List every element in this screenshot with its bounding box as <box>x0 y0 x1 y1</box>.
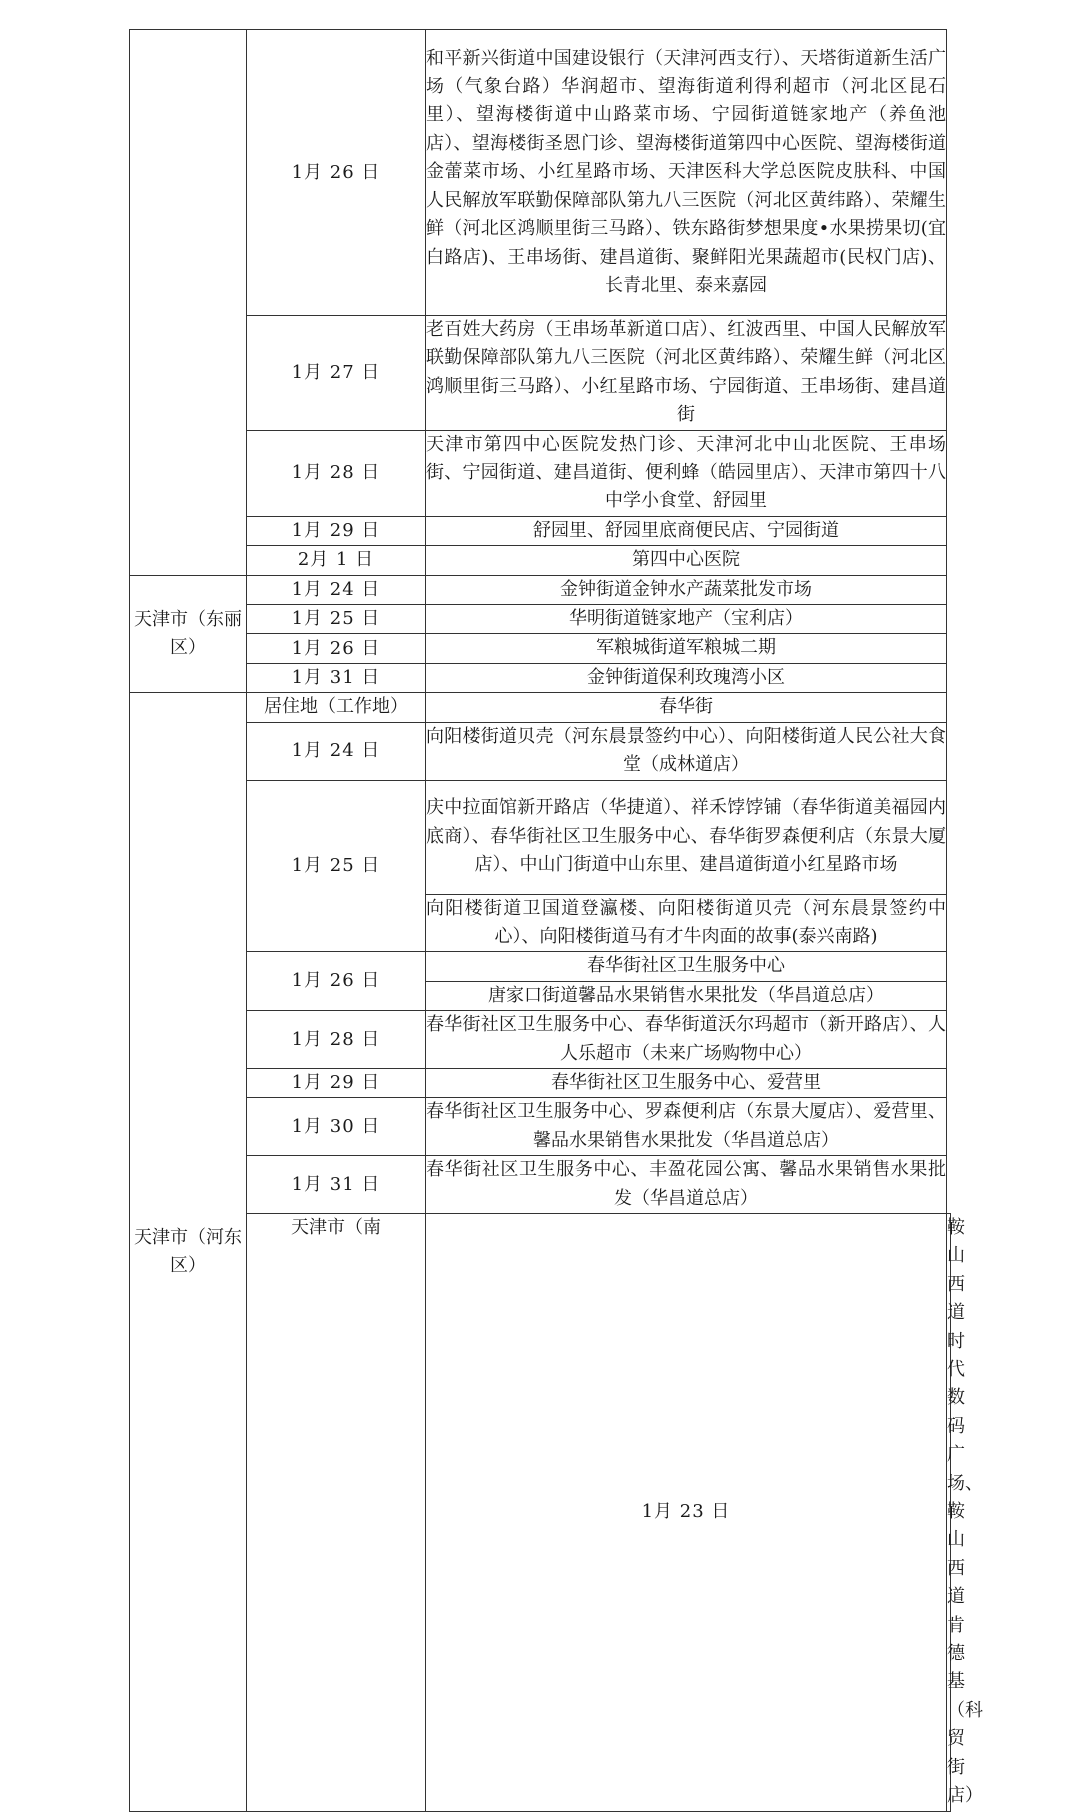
table-row <box>130 30 951 316</box>
table-row <box>130 316 951 431</box>
closed-places-table <box>129 29 983 1812</box>
places-cell: 华明街道链家地产（宝利店） <box>426 605 947 634</box>
date-cell: 1月 26 日 <box>247 952 426 1011</box>
date-cell: 1月 25 日 <box>247 780 426 952</box>
places-cell: 春华街社区卫生服务中心、春华街道沃尔玛超市（新开路店）、人人乐超市（未来广场购物中心） <box>426 1011 947 1069</box>
table-row <box>130 1213 951 1811</box>
region-cell: 天津市（河东区） <box>130 693 247 1811</box>
places-cell: 金钟街道保利玫瑰湾小区 <box>426 663 947 692</box>
places-cell: 春华街社区卫生服务中心、丰盈花园公寓、馨品水果销售水果批发（华昌道总店） <box>426 1156 947 1214</box>
table-row <box>130 952 951 981</box>
table-row <box>130 1011 951 1069</box>
table-row <box>130 634 951 663</box>
places-cell: 天津市第四中心医院发热门诊、天津河北中山北医院、王串场街、宁园街道、建昌道街、便利蜂（皓园里店）、天津市第四十八中学小食堂、舒园里 <box>426 430 947 516</box>
places-cell: 庆中拉面馆新开路店（华捷道）、祥禾饽饽铺（春华街道美福园内底商）、春华街社区卫生服务中心、春华街罗森便利店（东景大厦店）、中山门街道中山东里、建昌道街道小红星路市场 <box>426 780 947 894</box>
table-row <box>130 546 951 575</box>
places-cell: 春华街社区卫生服务中心 <box>426 952 947 981</box>
date-cell: 1月 24 日 <box>247 575 426 604</box>
date-cell: 2月 1 日 <box>247 546 426 575</box>
places-cell: 舒园里、舒园里底商便民店、宁园街道 <box>426 516 947 545</box>
places-cell: 老百姓大药房（王串场革新道口店）、红波西里、中国人民解放军联勤保障部队第九八三医院（河北区黄纬路）、荣耀生鲜（河北区鸿顺里街三马路）、小红星路市场、宁园街道、王串场街、建昌道街 <box>426 316 947 431</box>
residence-value: 春华街 <box>426 693 947 722</box>
table-row <box>130 722 951 780</box>
date-cell: 1月 27 日 <box>247 316 426 431</box>
date-cell: 1月 31 日 <box>247 663 426 692</box>
table-row <box>130 663 951 692</box>
table-row <box>130 780 951 894</box>
table-row <box>130 575 951 604</box>
places-cell: 向阳楼街道卫国道登瀛楼、向阳楼街道贝壳（河东晨景签约中心）、向阳楼街道马有才牛肉面的故事(泰兴南路) <box>426 894 947 952</box>
table-row <box>130 1156 951 1214</box>
table-row <box>130 430 951 516</box>
date-cell: 1月 31 日 <box>247 1156 426 1214</box>
date-cell: 1月 26 日 <box>247 634 426 663</box>
date-cell: 1月 25 日 <box>247 605 426 634</box>
date-cell: 1月 28 日 <box>247 430 426 516</box>
table-row <box>130 1068 951 1097</box>
table-row <box>130 1098 951 1156</box>
date-cell: 1月 23 日 <box>426 1213 947 1811</box>
table-row <box>130 693 951 722</box>
places-cell: 鞍山西道时代数码广场、鞍山西道肯德基（科贸街店） <box>947 1213 951 1811</box>
places-cell: 春华街社区卫生服务中心、爱营里 <box>426 1068 947 1097</box>
places-cell: 军粮城街道军粮城二期 <box>426 634 947 663</box>
places-cell: 向阳楼街道贝壳（河东晨景签约中心）、向阳楼街道人民公社大食堂（成林道店） <box>426 722 947 780</box>
date-cell: 1月 30 日 <box>247 1098 426 1156</box>
date-cell: 1月 29 日 <box>247 516 426 545</box>
region-cell-blank <box>130 30 247 576</box>
region-cell: 天津市（东丽区） <box>130 575 247 693</box>
date-cell: 1月 28 日 <box>247 1011 426 1069</box>
date-cell: 1月 26 日 <box>247 30 426 316</box>
places-cell: 和平新兴街道中国建设银行（天津河西支行）、天塔街道新生活广场（气象台路）华润超市、望海街道利得利超市（河北区昆石里）、望海楼街道中山路菜市场、宁园街道链家地产（养鱼池店）、望海楼街圣恩门诊、望海楼街道第四中心医院、望海楼街道金蕾菜市场、小红星路市场、天津医科大学总医院皮肤科、中国人民解放军联勤保障部队第九八三医院（河北区黄纬路）、荣耀生鲜（河北区鸿顺里街三马路）、铁东路街梦想果度•水果捞果切(宜白路店)、王串场街、建昌道街、聚鲜阳光果蔬超市(民权门店)、长青北里、泰来嘉园 <box>426 30 947 316</box>
residence-label: 居住地（工作地） <box>247 693 426 722</box>
table-row <box>130 516 951 545</box>
date-cell: 1月 24 日 <box>247 722 426 780</box>
date-cell: 1月 29 日 <box>247 1068 426 1097</box>
places-cell: 春华街社区卫生服务中心、罗森便利店（东景大厦店）、爱营里、馨品水果销售水果批发（华昌道总店） <box>426 1098 947 1156</box>
places-cell: 金钟街道金钟水产蔬菜批发市场 <box>426 575 947 604</box>
places-cell: 第四中心医院 <box>426 546 947 575</box>
places-cell: 唐家口街道馨品水果销售水果批发（华昌道总店） <box>426 981 947 1010</box>
region-cell: 天津市（南 <box>247 1213 426 1811</box>
table-row <box>130 605 951 634</box>
